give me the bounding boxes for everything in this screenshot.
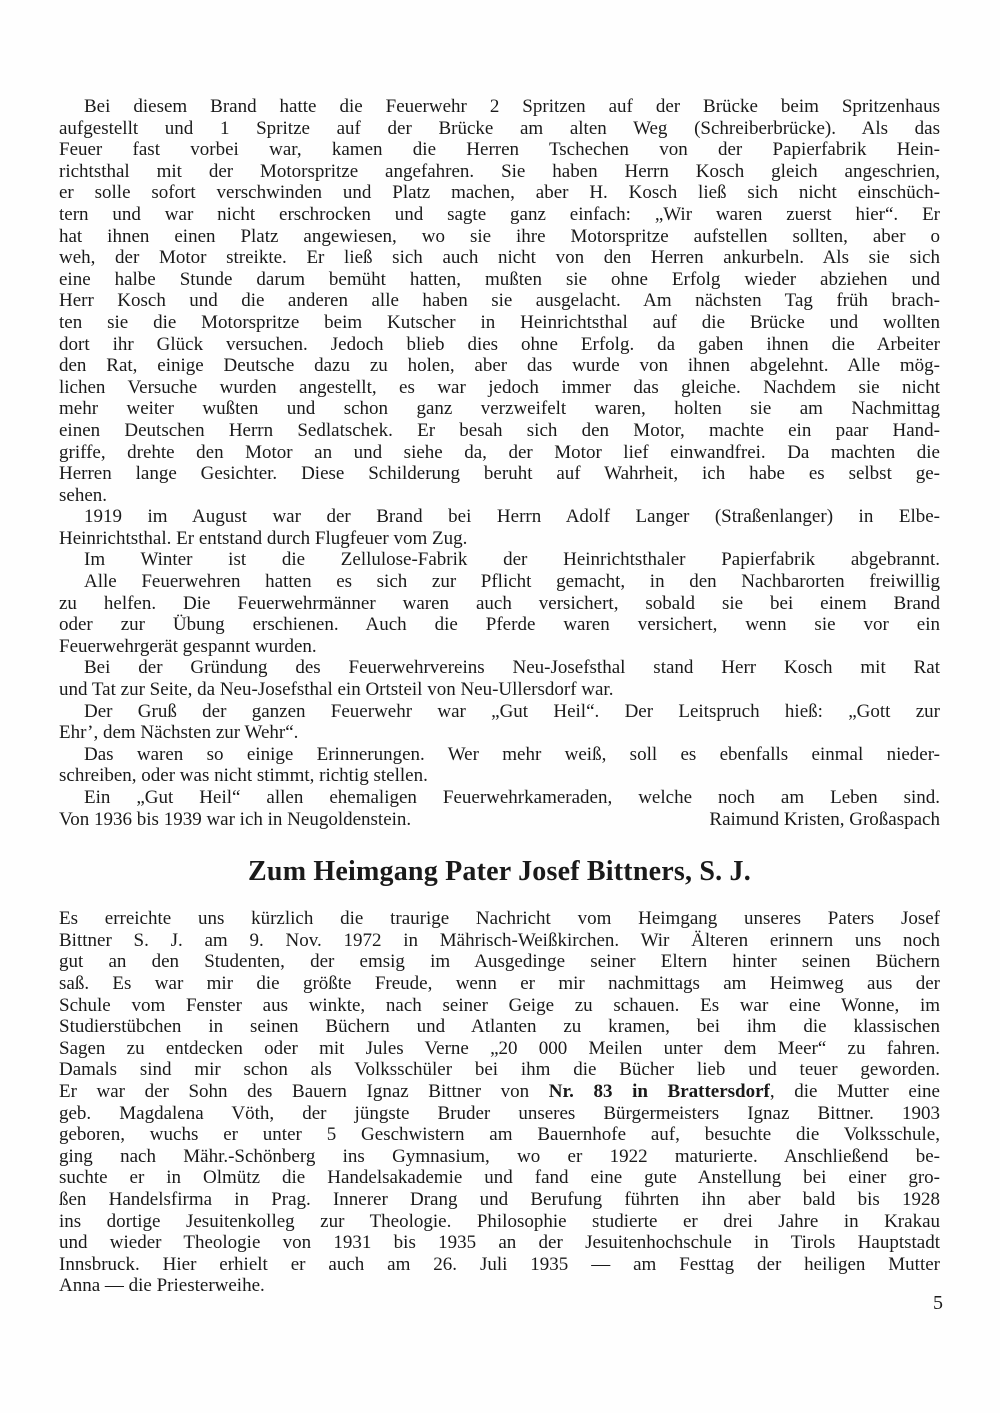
text-line: lichen Versuche wurden angestellt, es war jedoch immer das gleiche. Nachdem sie nicht [59,376,940,398]
paragraph [59,744,940,787]
obituary-article [59,908,940,1297]
memoir-paragraphs [59,96,940,809]
text-line: Damals sind mir schon als Volksschüler bei ihm die Bücher lieb und teuer geworden. [59,1059,940,1081]
text-line: einen Deutschen Herrn Sedlatschek. Er besah sich den Motor, machte ein paar Hand- [59,419,940,441]
text-line: ßen Handelsfirma in Prag. Innerer Drang und Berufung führten ihn aber bald bis 1928 [59,1188,940,1210]
text-line: geboren, wuchs er unter 5 Geschwistern am Bauernhofe auf, besuchte die Volksschule, [59,1124,940,1146]
text-line: Herr Kosch und die anderen alle haben sie ausgelacht. Am nächsten Tag früh brach- [59,290,940,312]
paragraph [59,908,940,1297]
text-line: Feuer fast vorbei war, kamen die Herren Tschechen von der Papierfabrik Hein- [59,139,940,161]
text-line: Ehr’, dem Nächsten zur Wehr“. [59,722,299,744]
text-line: eine halbe Stunde darum bemüht hatten, mußten sie ohne Erfolg wieder abziehen und [59,268,940,290]
text-line: Feuerwehrgerät gespannt wurden. [59,635,317,657]
text-line: Sagen zu entdecken oder mit Jules Verne „20 000 Meilen unter dem Meer“ zu fahren. [59,1037,940,1059]
memoir-article [59,96,940,830]
obituary-title: Zum Heimgang Pater Josef Bittners, S. J. [248,856,751,888]
text-line: Herren lange Gesichter. Diese Schilderung beruht auf Wahrheit, ich habe es selbst ge- [59,463,940,485]
text-line: ins dortige Jesuitenkolleg zur Theologie. Philosophie studierte er drei Jahre in Krakau [59,1210,940,1232]
text-line: schreiben, oder was nicht stimmt, richtig stellen. [59,765,428,787]
text-line: gut an den Studenten, der emsig im Ausgedinge seiner Eltern hinter seinen Büchern [59,951,940,973]
text-line: tern und war nicht erschrocken und sagte ganz einfach: „Wir waren zuerst hier“. Er [59,203,940,225]
text-segment: , die Mutter eine [769,1080,940,1102]
obituary-paragraphs [59,908,940,1297]
text-line: Studierstübchen in seinen Büchern und Atlanten zu kramen, bei ihm die klassischen [59,1016,940,1038]
text-line: griffe, drehte den Motor an und siehe da, der Motor lief einwandfrei. Da machten die [59,441,940,463]
text-line: richtsthal mit der Motorspritze angefahren. Sie haben Herrn Kosch gleich angeschrien, [59,160,940,182]
text-line: den Rat, einige Deutsche dazu zu holen, aber das wurde von ihnen abgelehnt. Alle mög- [59,355,940,377]
text-line: geb. Magdalena Vöth, der jüngste Bruder unseres Bürgermeisters Ignaz Bittner. 1903 [59,1102,940,1124]
paragraph [59,657,940,700]
text-line: Alle Feuerwehren hatten es sich zur Pflicht gemacht, in den Nachbarorten freiwillig [84,571,940,593]
text-line: Bei diesem Brand hatte die Feuerwehr 2 Spritzen auf der Brücke beim Spritzenhaus [84,96,940,117]
paragraph [59,506,940,549]
text-line: Schule vom Fenster aus winkte, nach seiner Geige zu schauen. Es war eine Wonne, im [59,994,940,1016]
text-line: zu helfen. Die Feuerwehrmänner waren auch versichert, sobald sie bei einem Brand [59,592,940,614]
paragraph [59,96,940,506]
text-line: Es erreichte uns kürzlich die traurige Nachricht vom Heimgang unseres Paters Josef [59,908,940,930]
text-line: 1919 im August war der Brand bei Herrn Adolf Langer (Straßenlanger) in Elbe- [84,506,940,528]
text-line: ten sie die Motorspritze beim Kutscher in Heinrichtsthal auf die Brücke und wollten [59,311,940,333]
text-line: sehen. [59,484,108,506]
text-line: suchte er in Olmütz die Handelsakademie und fand eine gute Anstellung bei einer gro- [59,1167,940,1189]
text-line: dort ihr Glück versuchen. Jedoch blieb dies ohne Erfolg. da gaben ihnen die Arbeiter [59,333,940,355]
text-line: hat ihnen einen Platz angewiesen, wo sie ihre Motorspritze aufstellen sollten, aber o [59,225,940,247]
text-line: weh, der Motor streikte. Er ließ sich auch nicht von den Herren ankurbeln. Als sie sich [59,247,940,269]
text-line: Im Winter ist die Zellulose-Fabrik der Heinrichtsthaler Papierfabrik abgebrannt. [84,549,940,571]
text-line: oder zur Übung erschienen. Auch die Pferde waren versichert, wenn sie vor ein [59,614,940,636]
paragraph [59,571,940,657]
text-line: Anna — die Priesterweihe. [59,1275,265,1297]
text-line: Der Gruß der ganzen Feuerwehr war „Gut Heil“. Der Leitspruch hieß: „Gott zur [84,700,940,722]
text-line: aufgestellt und 1 Spritze auf der Brücke am alten Weg (Schreiberbrücke). Als das [59,117,940,139]
text-line: und Tat zur Seite, da Neu-Josefsthal ein Ortsteil von Neu-Ullersdorf war. [59,679,614,701]
text-line: Heinrichtsthal. Er entstand durch Flugfeuer vom Zug. [59,527,468,549]
text-line: Innsbruck. Hier erhielt er auch am 26. Juli 1935 — am Festtag der heiligen Mutter [59,1253,940,1275]
closing-text: Von 1936 bis 1939 war ich in Neugoldenstein. [59,808,412,830]
text-line: Bittner S. J. am 9. Nov. 1972 in Mährisch-Weißkirchen. Wir Älteren erinnern uns noch [59,929,940,951]
text-line [59,1081,940,1103]
text-line: saß. Es war mir die größte Freude, wenn er mir nachmittags am Heimweg aus der [59,972,940,994]
paragraph [59,549,940,571]
text-line: mehr weiter wußten und schon ganz verzweifelt waren, holten sie am Nachmittag [59,398,940,420]
text-line: er solle sofort verschwinden und Platz machen, aber H. Kosch ließ sich nicht einschüch- [59,182,940,204]
text-line: Das waren so einige Erinnerungen. Wer mehr weiß, soll es ebenfalls einmal nieder- [84,743,940,765]
author-signature: Raimund Kristen, Großaspach [709,808,940,830]
text-line: ging nach Mähr.-Schönberg ins Gymnasium, wo er 1922 maturierte. Anschließend be- [59,1145,940,1167]
text-line: Ein „Gut Heil“ allen ehemaligen Feuerwehrkameraden, welche noch am Leben sind. [84,787,940,808]
paragraph [59,701,940,744]
text-segment: Er war der Sohn des Bauern Ignaz Bittner von [59,1080,549,1102]
page-number: 5 [933,1292,943,1314]
memoir-closing-line [59,809,940,831]
text-line: Bei der Gründung des Feuerwehrvereins Neu-Josefsthal stand Herr Kosch mit Rat [84,657,940,679]
paragraph [59,787,940,809]
bold-text: Nr. 83 in Brattersdorf [548,1080,770,1102]
text-line: und wieder Theologie von 1931 bis 1935 an der Jesuitenhochschule in Tirols Hauptstadt [59,1232,940,1254]
